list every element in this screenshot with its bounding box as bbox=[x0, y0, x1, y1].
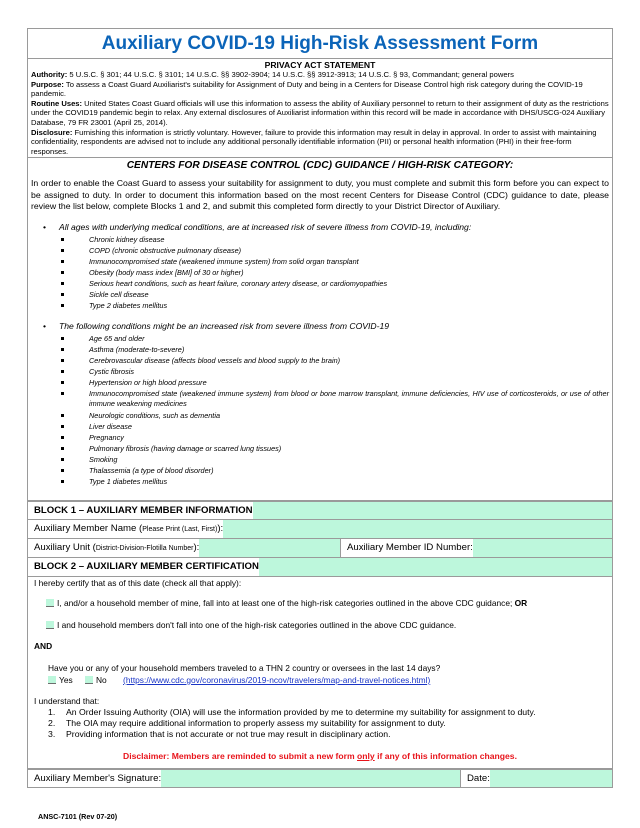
block2-header-field[interactable] bbox=[259, 558, 612, 576]
purpose-label: Purpose: bbox=[31, 79, 64, 89]
condition-item: Asthma (moderate-to-severe) bbox=[59, 344, 609, 355]
high-risk-option-label: I, and/or a household member of mine, fall into at least one of the high-risk categories outlined in the above CDC guidance; bbox=[57, 597, 515, 608]
privacy-act-statement bbox=[28, 59, 612, 158]
understand-intro: I understand that: bbox=[34, 695, 100, 706]
block2-header bbox=[28, 557, 612, 576]
signature-cell bbox=[28, 770, 461, 787]
risk-groups-list bbox=[31, 222, 609, 487]
unit-cell bbox=[28, 539, 341, 557]
date-cell bbox=[461, 770, 612, 787]
member-id-cell bbox=[341, 539, 612, 557]
signature-label: Auxiliary Member's Signature: bbox=[34, 772, 162, 784]
block1-header-field[interactable] bbox=[253, 502, 612, 519]
not-high-risk-checkbox[interactable] bbox=[46, 621, 54, 629]
certify-intro: I hereby certify that as of this date (check all that apply): bbox=[34, 577, 242, 588]
or-label: OR bbox=[514, 597, 528, 608]
block1-heading: BLOCK 1 – AUXILIARY MEMBER INFORMATION bbox=[28, 502, 253, 519]
condition-item: Thalassemia (a type of blood disorder) bbox=[59, 465, 609, 476]
member-name-row bbox=[28, 519, 612, 538]
condition-item: Smoking bbox=[59, 454, 609, 465]
condition-item: Pregnancy bbox=[59, 432, 609, 443]
understand-item: 3. Providing information that is not accurate or not true may result in disciplinary action. bbox=[48, 728, 391, 739]
signature-field[interactable] bbox=[161, 770, 460, 787]
high-risk-option bbox=[34, 598, 606, 609]
disclosure-text: Furnishing this information is strictly voluntary. However, failure to provide this information may result in delay in approval. In order to assist with maintaining confidentiality, respondents are advised not to include any additional personally identifiable information (PII) or personal health information (PHI) in their free-form responses. bbox=[31, 127, 597, 156]
condition-item: COPD (chronic obstructive pulmonary disease) bbox=[59, 245, 609, 256]
block2-heading: BLOCK 2 – AUXILIARY MEMBER CERTIFICATION bbox=[28, 558, 259, 576]
disclosure-label: Disclosure: bbox=[31, 127, 73, 137]
certification-section bbox=[28, 576, 612, 768]
condition-item: Pulmonary fibrosis (having damage or scarred lung tissues) bbox=[59, 443, 609, 454]
cdc-intro: In order to enable the Coast Guard to assess your suitability for assignment to duty, you must complete and submit this form before you can expect to be assigned to duty. In order to document this information based on the most recent Centers for Disease Control (CDC) guidance to date, please review the list below, complete Blocks 1 and 2, and submit this completed form directly to your District Director of Auxiliary. bbox=[31, 178, 609, 211]
risk-group-label: All ages with underlying medical conditions, are at increased risk of severe illness from COVID-19, including: bbox=[59, 221, 472, 232]
yes-checkbox[interactable] bbox=[48, 676, 56, 684]
routine-uses-label: Routine Uses: bbox=[31, 98, 83, 108]
condition-item: Neurologic conditions, such as dementia bbox=[59, 410, 609, 421]
high-risk-checkbox[interactable] bbox=[46, 599, 54, 607]
member-id-label: Auxiliary Member ID Number: bbox=[341, 539, 473, 557]
assessment-form bbox=[27, 28, 613, 788]
condition-item: Obesity (body mass index [BMI] of 30 or higher) bbox=[59, 267, 609, 278]
authority-paragraph bbox=[31, 70, 609, 80]
not-high-risk-option bbox=[34, 620, 606, 631]
condition-item: Liver disease bbox=[59, 421, 609, 432]
yes-option: Yes bbox=[48, 675, 73, 685]
travel-question: Have you or any of your household members traveled to a THN 2 country or oversees in the last 14 days? bbox=[48, 662, 441, 673]
risk-group bbox=[42, 321, 609, 487]
condition-list bbox=[59, 234, 609, 311]
form-title: Auxiliary COVID-19 High-Risk Assessment Form bbox=[28, 29, 612, 59]
signature-row bbox=[28, 768, 612, 787]
understand-item: 2. The OIA may require additional information to properly assess my suitability for assignment to duty. bbox=[48, 717, 446, 728]
member-name-label: Auxiliary Member Name (Please Print (Last, First)): bbox=[28, 520, 223, 538]
routine-uses-text: United States Coast Guard officials will use this information to assess the ability of Auxiliary personnel to return to their assignment of duty as the restrictions under the COVID19 pandemic begin to relax. Any external disclosures of Auxiliarist information within this record will be made in accordance with DHS/USCG-024 Auxiliary Database, 79 FR 23001 (April 25, 2014). bbox=[31, 98, 609, 127]
condition-item: Cerebrovascular disease (affects blood vessels and blood supply to the brain) bbox=[59, 355, 609, 366]
authority-label: Authority: bbox=[31, 70, 68, 79]
and-label: AND bbox=[34, 640, 53, 651]
condition-item: Type 2 diabetes mellitus bbox=[59, 300, 609, 311]
purpose-text: To assess a Coast Guard Auxiliarist's suitability for Assignment of Duty and being in a Centers for Disease Control high risk category during the COVID-19 pandemic. bbox=[31, 79, 583, 99]
no-checkbox[interactable] bbox=[85, 676, 93, 684]
understand-list bbox=[34, 707, 606, 740]
risk-group-label: The following conditions might be an increased risk from severe illness from COVID-19 bbox=[59, 320, 390, 331]
date-label: Date: bbox=[467, 772, 490, 784]
condition-item: Chronic kidney disease bbox=[59, 234, 609, 245]
not-high-risk-option-label: I and household members don't fall into one of the high-risk categories outlined in the above CDC guidance. bbox=[57, 619, 457, 630]
condition-item: Type 1 diabetes mellitus bbox=[59, 476, 609, 487]
cdc-guidance-section bbox=[28, 174, 612, 500]
condition-item: Serious heart conditions, such as heart failure, coronary artery disease, or cardiomyopathies bbox=[59, 278, 609, 289]
member-id-field[interactable] bbox=[473, 539, 612, 557]
cdc-guidance-heading: CENTERS FOR DISEASE CONTROL (CDC) GUIDANCE / HIGH-RISK CATEGORY: bbox=[126, 160, 514, 172]
date-field[interactable] bbox=[490, 770, 612, 787]
disclaimer: Disclaimer: Members are reminded to submit a new form only if any of this information changes. bbox=[123, 750, 517, 761]
condition-item: Immunocompromised state (weakened immune system) from solid organ transplant bbox=[59, 256, 609, 267]
condition-item: Immunocompromised state (weakened immune system) from blood or bone marrow transplant, immune deficiencies, HIV use of corticosteroids, or use of other immune weakening medicines bbox=[59, 388, 609, 410]
purpose-paragraph bbox=[31, 80, 609, 99]
condition-item: Cystic fibrosis bbox=[59, 366, 609, 377]
form-number: ANSC-7101 (Rev 07-20) bbox=[38, 812, 118, 821]
risk-group bbox=[42, 222, 609, 311]
cdc-travel-link[interactable]: (https://www.cdc.gov/coronavirus/2019-ncov/travelers/map-and-travel-notices.html) bbox=[123, 674, 431, 685]
condition-list bbox=[59, 333, 609, 487]
unit-id-row bbox=[28, 538, 612, 557]
travel-answer-row bbox=[34, 675, 606, 686]
member-name-field[interactable] bbox=[223, 520, 612, 538]
no-option: No bbox=[85, 675, 107, 685]
condition-item: Sickle cell disease bbox=[59, 289, 609, 300]
unit-label: Auxiliary Unit (District-Division-Flotilla Number): bbox=[28, 539, 199, 557]
unit-field[interactable] bbox=[199, 539, 340, 557]
authority-text: 5 U.S.C. § 301; 44 U.S.C. § 3101; 14 U.S.C. §§ 3902-3904; 14 U.S.C. §§ 3912-3913; 14 U.S.C. § 93, Commandant; general powers bbox=[67, 70, 514, 79]
understand-item: 1. An Order Issuing Authority (OIA) will use the information provided by me to determine my suitability for assignment to duty. bbox=[48, 706, 536, 717]
block1-header bbox=[28, 500, 612, 519]
condition-item: Age 65 and older bbox=[59, 333, 609, 344]
condition-item: Hypertension or high blood pressure bbox=[59, 377, 609, 388]
disclosure-paragraph bbox=[31, 128, 609, 157]
routine-uses-paragraph bbox=[31, 99, 609, 128]
privacy-heading: PRIVACY ACT STATEMENT bbox=[264, 60, 376, 70]
